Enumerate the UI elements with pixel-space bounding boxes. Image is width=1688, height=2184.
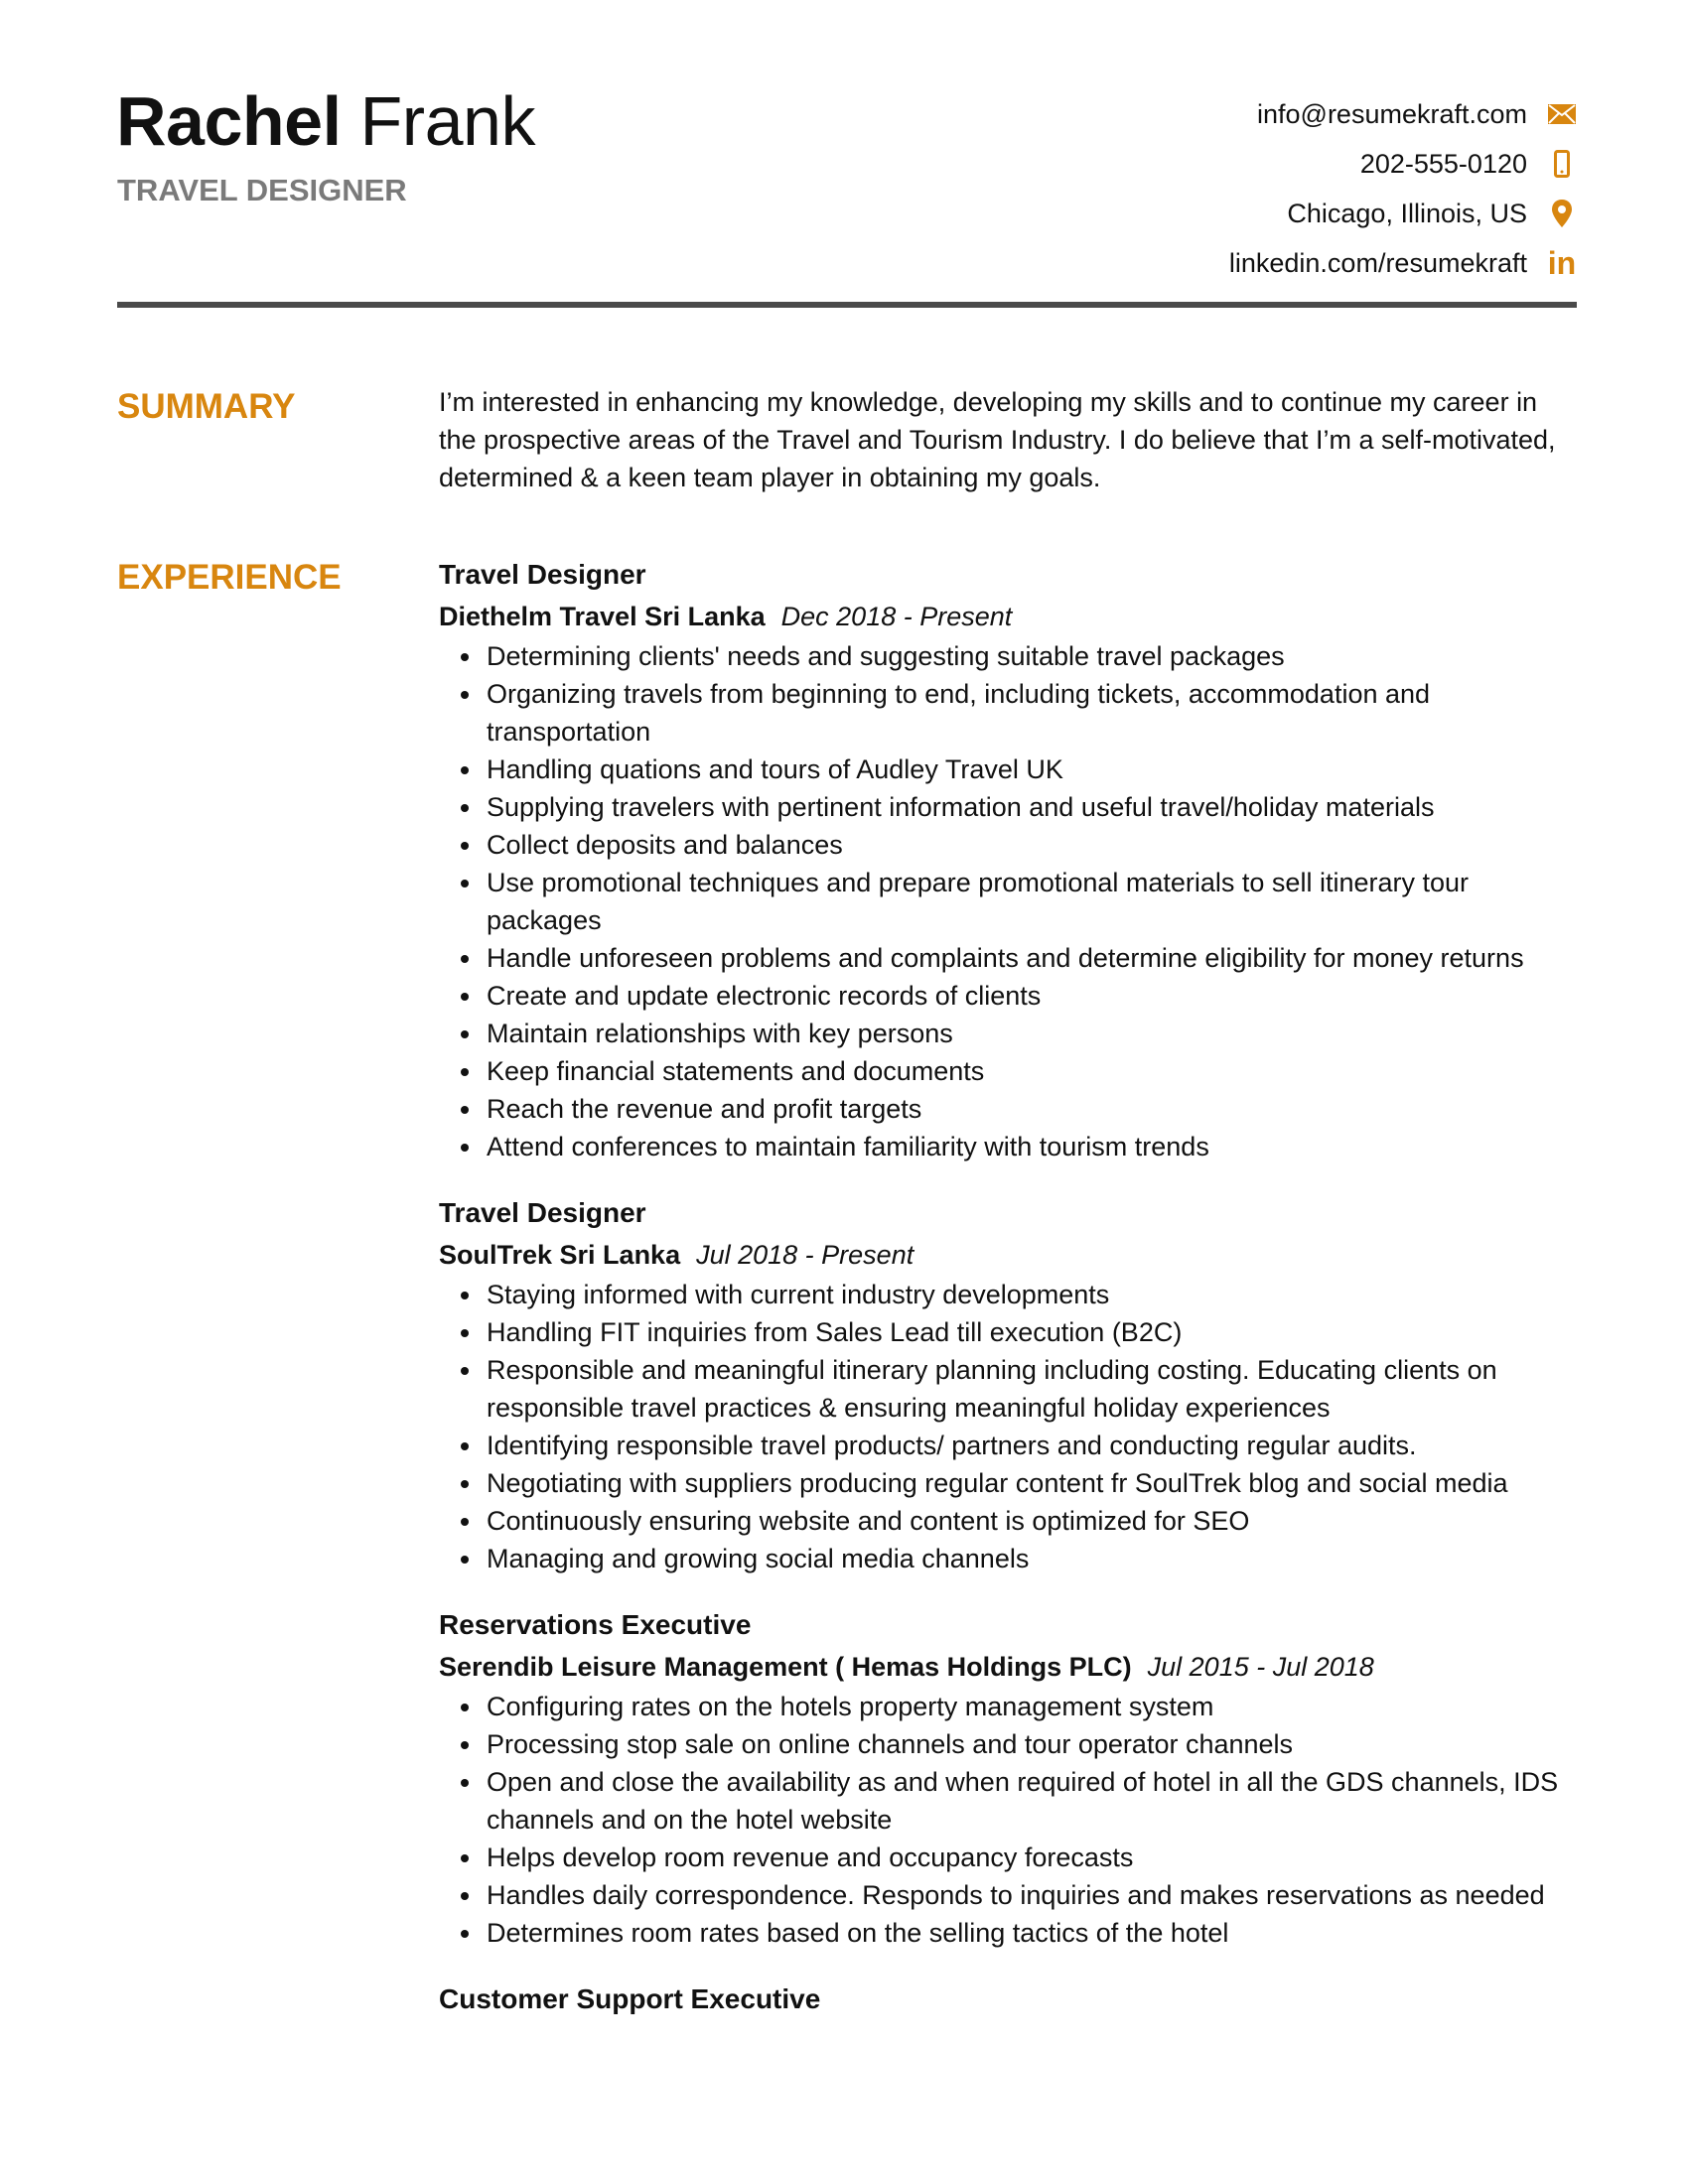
company-name: Serendib Leisure Management ( Hemas Holdings PLC) bbox=[439, 1652, 1132, 1682]
company-name: Diethelm Travel Sri Lanka bbox=[439, 602, 766, 631]
list-item: Collect deposits and balances bbox=[439, 826, 1577, 864]
job-role: Travel Designer bbox=[439, 1197, 646, 1228]
list-item: Determines room rates based on the selling tactics of the hotel bbox=[439, 1914, 1577, 1952]
location-pin-icon bbox=[1547, 199, 1577, 228]
responsibility-list bbox=[439, 1276, 1577, 1577]
contact-list bbox=[1229, 89, 1577, 288]
last-name: Frank bbox=[359, 82, 535, 160]
experience-section bbox=[117, 554, 1577, 2047]
header-divider bbox=[117, 302, 1577, 308]
responsibility-list bbox=[439, 637, 1577, 1165]
job-company-line bbox=[439, 1234, 1577, 1276]
list-item: Handles daily correspondence. Responds to inquiries and makes reservations as needed bbox=[439, 1876, 1577, 1914]
list-item: Reach the revenue and profit targets bbox=[439, 1090, 1577, 1128]
list-item: Handling quations and tours of Audley Travel UK bbox=[439, 751, 1577, 788]
job-company-line bbox=[439, 596, 1577, 637]
job-title: TRAVEL DESIGNER bbox=[117, 173, 407, 207]
list-item: Processing stop sale on online channels and tour operator channels bbox=[439, 1725, 1577, 1763]
summary-text: I’m interested in enhancing my knowledge, developing my skills and to continue my career in the prospective areas of the Travel and Tourism Industry. I do believe that I’m a self-motivated, determined & a keen team player in obtaining my goals. bbox=[439, 387, 1556, 492]
list-item: Organizing travels from beginning to end, including tickets, accommodation and transportation bbox=[439, 675, 1577, 751]
contact-linkedin[interactable] bbox=[1229, 238, 1577, 288]
list-item: Create and update electronic records of clients bbox=[439, 977, 1577, 1015]
email-text: info@resumekraft.com bbox=[1257, 98, 1527, 129]
list-item: Identifying responsible travel products/ partners and conducting regular audits. bbox=[439, 1427, 1577, 1464]
contact-email[interactable] bbox=[1229, 89, 1577, 139]
candidate-name bbox=[116, 81, 535, 161]
experience-heading: EXPERIENCE bbox=[117, 558, 342, 597]
job-role: Reservations Executive bbox=[439, 1609, 752, 1640]
list-item: Use promotional techniques and prepare promotional materials to sell itinerary tour packages bbox=[439, 864, 1577, 939]
list-item: Staying informed with current industry developments bbox=[439, 1276, 1577, 1313]
experience-list bbox=[439, 554, 1577, 2047]
list-item: Attend conferences to maintain familiarity with tourism trends bbox=[439, 1128, 1577, 1165]
list-item: Determining clients' needs and suggesting suitable travel packages bbox=[439, 637, 1577, 675]
company-name: SoulTrek Sri Lanka bbox=[439, 1240, 681, 1270]
list-item: Negotiating with suppliers producing regular content fr SoulTrek blog and social media bbox=[439, 1464, 1577, 1502]
location-text: Chicago, Illinois, US bbox=[1287, 198, 1527, 228]
job-dates: Dec 2018 - Present bbox=[780, 602, 1013, 631]
job-entry bbox=[439, 1192, 1577, 1577]
list-item: Configuring rates on the hotels property management system bbox=[439, 1688, 1577, 1725]
job-role: Customer Support Executive bbox=[439, 1983, 821, 2014]
list-item: Supplying travelers with pertinent information and useful travel/holiday materials bbox=[439, 788, 1577, 826]
list-item: Responsible and meaningful itinerary planning including costing. Educating clients on responsible travel practices & ensuring meaningful holiday experiences bbox=[439, 1351, 1577, 1427]
list-item: Open and close the availability as and when required of hotel in all the GDS channels, IDS channels and on the hotel website bbox=[439, 1763, 1577, 1839]
summary-section bbox=[117, 383, 1577, 496]
list-item: Helps develop room revenue and occupancy forecasts bbox=[439, 1839, 1577, 1876]
list-item: Maintain relationships with key persons bbox=[439, 1015, 1577, 1052]
responsibility-list bbox=[439, 1688, 1577, 1952]
phone-icon bbox=[1547, 149, 1577, 179]
mail-icon bbox=[1547, 99, 1577, 129]
job-dates: Jul 2015 - Jul 2018 bbox=[1147, 1652, 1374, 1682]
job-dates: Jul 2018 - Present bbox=[696, 1240, 914, 1270]
job-entry bbox=[439, 1604, 1577, 1952]
list-item: Managing and growing social media channels bbox=[439, 1540, 1577, 1577]
contact-location bbox=[1229, 189, 1577, 238]
list-item: Keep financial statements and documents bbox=[439, 1052, 1577, 1090]
linkedin-text: linkedin.com/resumekraft bbox=[1228, 247, 1527, 278]
phone-text: 202-555-0120 bbox=[1359, 148, 1527, 179]
job-entry bbox=[439, 554, 1577, 1165]
linkedin-icon: in bbox=[1547, 244, 1577, 281]
job-company-line bbox=[439, 1646, 1577, 1688]
job-entry bbox=[439, 1979, 1577, 2020]
contact-phone[interactable] bbox=[1229, 139, 1577, 189]
list-item: Handling FIT inquiries from Sales Lead till execution (B2C) bbox=[439, 1313, 1577, 1351]
first-name: Rachel bbox=[116, 82, 342, 160]
list-item: Continuously ensuring website and content is optimized for SEO bbox=[439, 1502, 1577, 1540]
list-item: Handle unforeseen problems and complaints and determine eligibility for money returns bbox=[439, 939, 1577, 977]
summary-heading: SUMMARY bbox=[117, 387, 296, 426]
job-role: Travel Designer bbox=[439, 559, 646, 590]
